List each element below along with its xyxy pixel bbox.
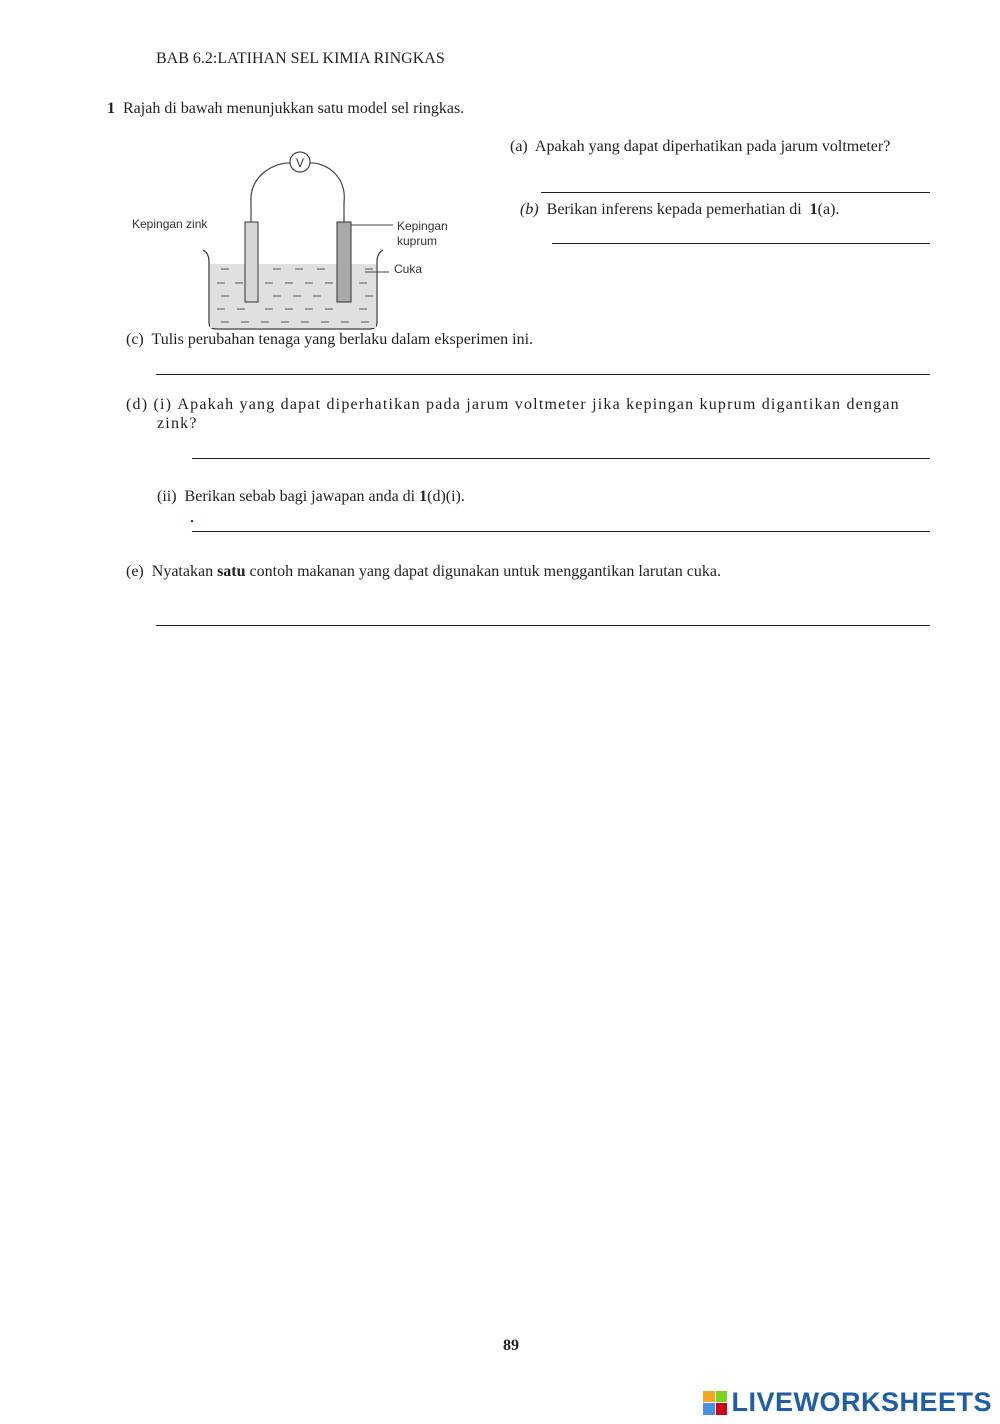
question-d-label: (d) [126, 396, 149, 413]
question-b [520, 200, 839, 220]
question-e-label: (e) [126, 563, 144, 580]
question-a [510, 137, 890, 157]
question-d-i-text-cont: zink? [157, 415, 198, 432]
answer-line-d-i[interactable] [192, 458, 930, 459]
question-b-text: Berikan inferens kepada pemerhatian di [546, 201, 802, 218]
question-c [126, 330, 533, 350]
question-d-ii [157, 487, 465, 507]
question-number: 1 [107, 100, 115, 117]
question-b-label: (b) [520, 201, 539, 218]
question-d-ii-ref-number: 1 [419, 488, 428, 505]
question-intro-text: Rajah di bawah menunjukkan satu model sel ringkas. [123, 100, 465, 117]
question-intro [107, 99, 464, 119]
question-d-ii-sublabel: (ii) [157, 488, 177, 505]
liveworksheets-logo-icon [703, 1391, 727, 1415]
zinc-plate [245, 222, 258, 302]
question-d-ii-text: Berikan sebab bagi jawapan anda di [184, 488, 416, 505]
question-a-text: Apakah yang dapat diperhatikan pada jarum voltmeter? [534, 138, 891, 155]
simple-cell-diagram [125, 145, 485, 335]
answer-line-d-ii[interactable] [192, 531, 930, 532]
question-d-i-text: Apakah yang dapat diperhatikan pada jarum voltmeter jika kepingan kuprum digantikan dengan [177, 396, 900, 413]
liveworksheets-logo-text: LIVEWORKSHEETS [731, 1387, 992, 1417]
question-d-ii-ref-part: (d)(i). [427, 488, 465, 505]
question-b-ref-part: (a). [817, 201, 840, 218]
answer-line-c[interactable] [156, 374, 930, 375]
page-number: 89 [503, 1337, 519, 1354]
question-a-label: (a) [510, 138, 528, 155]
question-e-bold-word: satu [217, 563, 246, 580]
question-c-text: Tulis perubahan tenaga yang berlaku dalam eksperimen ini. [151, 331, 534, 348]
label-copper-plate-line1: Kepingan [397, 219, 448, 233]
copper-plate [337, 222, 351, 302]
red-marker-dot [191, 520, 193, 522]
voltmeter-symbol: V [295, 156, 305, 170]
wire-left [251, 163, 291, 222]
label-vinegar: Cuka [394, 262, 423, 276]
question-c-label: (c) [126, 331, 144, 348]
label-zinc-plate: Kepingan zink [132, 217, 208, 231]
liveworksheets-logo[interactable] [703, 1387, 992, 1418]
question-d-i [126, 395, 900, 415]
question-e-text-post: contoh makanan yang dapat digunakan untuk menggantikan larutan cuka. [249, 563, 721, 580]
question-d-i-sublabel: (i) [153, 396, 173, 413]
page-title: BAB 6.2:LATIHAN SEL KIMIA RINGKAS [156, 50, 445, 67]
question-e [126, 562, 721, 582]
answer-line-a[interactable] [541, 192, 930, 193]
label-copper-plate-line2: kuprum [397, 234, 438, 248]
wire-right [309, 163, 344, 222]
answer-line-b[interactable] [552, 243, 930, 244]
question-e-text-pre: Nyatakan [151, 563, 214, 580]
question-b-ref-number: 1 [809, 201, 818, 218]
answer-line-e[interactable] [156, 625, 930, 626]
